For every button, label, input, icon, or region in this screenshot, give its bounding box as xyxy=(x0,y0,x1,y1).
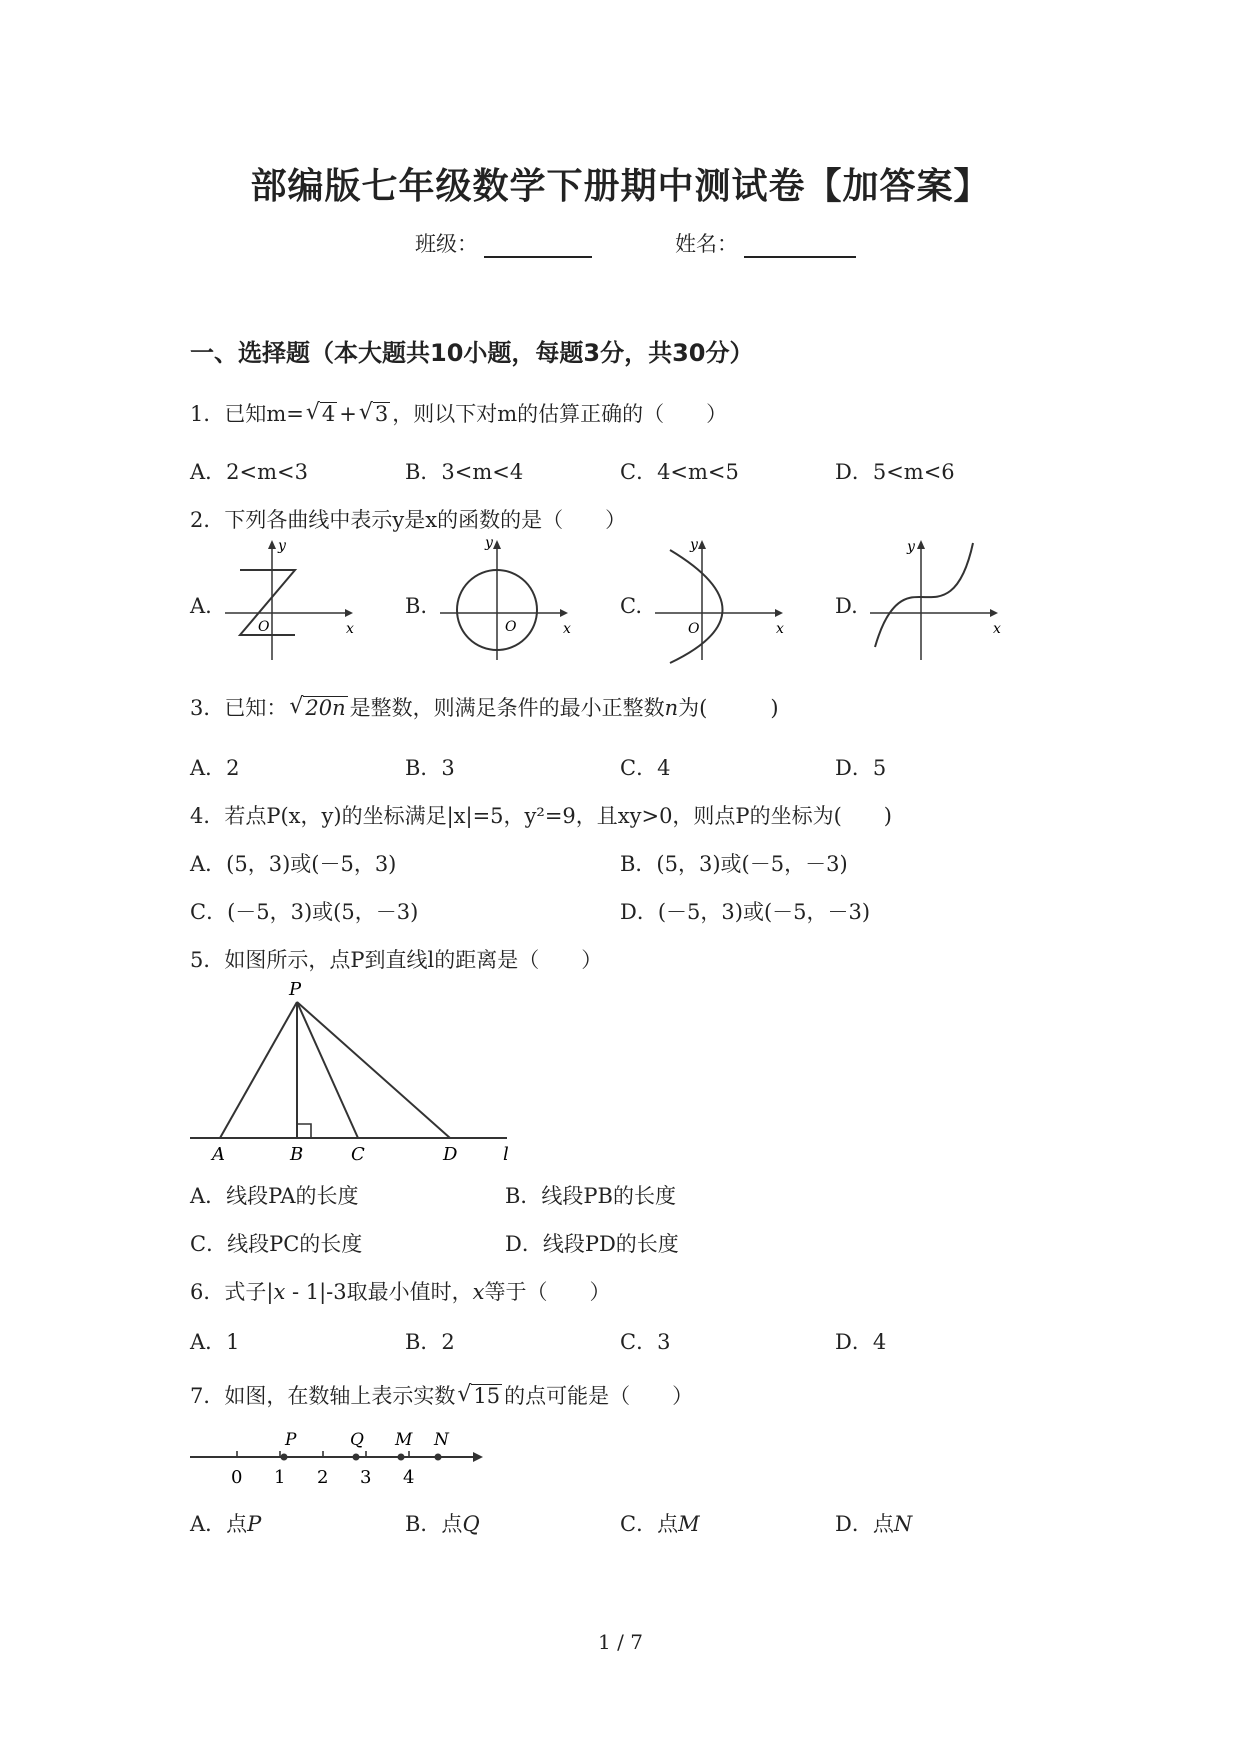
question-3 xyxy=(190,692,779,722)
name-field xyxy=(675,228,856,258)
q4-option-d: D．(－5，3)或(－5，－3) xyxy=(620,900,871,924)
q6-var2: x xyxy=(472,1280,485,1304)
q1-plus: + xyxy=(339,402,357,426)
class-label: 班级： xyxy=(415,232,478,256)
point-N-dot xyxy=(435,1454,442,1461)
question-7 xyxy=(190,1380,693,1410)
q7-option-c xyxy=(620,1508,700,1538)
section-heading: 一、选择题（本大题共10小题，每题3分，共30分） xyxy=(190,339,754,367)
q7-option-a xyxy=(190,1508,261,1538)
label-N: N xyxy=(434,1430,449,1450)
question-2: 2．下列各曲线中表示y是x的函数的是（ ） xyxy=(190,508,627,532)
q5-option-a: A．线段PA的长度 xyxy=(190,1184,359,1208)
sqrt-3-arg: 3 xyxy=(374,402,389,426)
sqrt-15-arg: 15 xyxy=(473,1384,501,1408)
q3-option-d: D．5 xyxy=(835,756,887,780)
q4-option-a: A．(5，3)或(－5，3) xyxy=(190,852,397,876)
graph-c-x: x xyxy=(776,621,784,637)
point-B: B xyxy=(290,1144,304,1165)
point-P: P xyxy=(289,979,302,1000)
question-5: 5．如图所示，点P到直线l的距离是（ ） xyxy=(190,948,603,972)
name-blank[interactable] xyxy=(744,236,856,258)
sqrt-20n-arg: 20n xyxy=(305,696,346,720)
q1-stem-post: ，则以下对m的估算正确的（ ） xyxy=(392,402,728,426)
number-line xyxy=(185,1425,495,1495)
q4-option-b: B．(5，3)或(－5，－3) xyxy=(620,852,848,876)
graph-b-origin: O xyxy=(505,619,517,635)
q7-option-a-var: P xyxy=(247,1512,262,1536)
tick-0: 0 xyxy=(231,1467,243,1488)
q7-option-b-prefix: B．点 xyxy=(405,1512,463,1536)
q6-option-a: A．1 xyxy=(190,1330,240,1354)
point-D: D xyxy=(443,1144,458,1165)
graph-d-y: y xyxy=(907,539,915,555)
sqrt-4: √ 4 xyxy=(305,400,336,426)
q7-option-c-var: M xyxy=(678,1512,700,1536)
label-Q: Q xyxy=(350,1430,364,1450)
tick-1: 1 xyxy=(274,1467,286,1488)
sqrt-15: √ 15 xyxy=(457,1382,501,1408)
tick-4: 4 xyxy=(403,1467,415,1488)
sqrt-3: √ 3 xyxy=(358,400,389,426)
graph-d-x: x xyxy=(993,621,1001,637)
q6-var: x xyxy=(273,1280,286,1304)
q3-stem-post: 是整数，则满足条件的最小正整数 xyxy=(349,696,665,720)
class-field xyxy=(415,228,592,258)
graph-c-y: y xyxy=(690,537,698,553)
q7-option-d-prefix: D．点 xyxy=(835,1512,894,1536)
q5-option-d: D．线段PD的长度 xyxy=(505,1232,679,1256)
point-C: C xyxy=(351,1144,365,1165)
q6-option-c: C．3 xyxy=(620,1330,671,1354)
q6-stem-post2: 等于（ ） xyxy=(484,1280,611,1304)
graph-d xyxy=(865,535,1005,665)
graph-a-x: x xyxy=(346,621,354,637)
q6-option-b: B．2 xyxy=(405,1330,455,1354)
point-Q-dot xyxy=(353,1454,360,1461)
graph-c xyxy=(650,535,790,665)
q7-option-b-var: Q xyxy=(462,1512,480,1536)
tick-3: 3 xyxy=(360,1467,372,1488)
q2-label-c: C. xyxy=(620,594,642,618)
graph-a xyxy=(220,535,360,665)
q7-option-d-var: N xyxy=(893,1512,913,1536)
q4-option-c: C．(－5，3)或(5，－3) xyxy=(190,900,419,924)
q1-option-d: D．5<m<6 xyxy=(835,460,955,484)
graph-a-origin: O xyxy=(258,619,270,635)
point-P-dot xyxy=(281,1454,288,1461)
q6-stem-post: - 1|-3取最小值时， xyxy=(285,1280,473,1304)
q3-option-a: A．2 xyxy=(190,756,240,780)
page-title: 部编版七年级数学下册期中测试卷【加答案】 xyxy=(250,166,991,207)
point-M-dot xyxy=(398,1454,405,1461)
question-1 xyxy=(190,398,727,428)
graph-b xyxy=(435,535,575,665)
q1-stem-pre: 1．已知m= xyxy=(190,402,304,426)
q7-option-d xyxy=(835,1508,912,1538)
point-A: A xyxy=(212,1144,225,1165)
q6-option-d: D．4 xyxy=(835,1330,887,1354)
page-number: 1 / 7 xyxy=(598,1630,643,1654)
q3-stem-post2: 为( ) xyxy=(678,696,779,720)
q1-option-a: A．2<m<3 xyxy=(190,460,308,484)
line-l-label: l xyxy=(503,1144,509,1165)
label-M: M xyxy=(395,1430,413,1450)
q7-option-b xyxy=(405,1508,480,1538)
q3-var: n xyxy=(664,696,679,720)
question-4: 4．若点P(x，y)的坐标满足|x|=5，y²=9，且xy>0，则点P的坐标为( ) xyxy=(190,804,892,828)
q6-stem-pre: 6．式子| xyxy=(190,1280,274,1304)
graph-b-x: x xyxy=(563,621,571,637)
graph-a-y: y xyxy=(278,538,286,554)
question-6 xyxy=(190,1276,610,1306)
graph-b-y: y xyxy=(485,535,493,551)
q5-figure xyxy=(185,978,525,1168)
q5-option-b: B．线段PB的长度 xyxy=(505,1184,676,1208)
name-label: 姓名： xyxy=(675,232,738,256)
tick-2: 2 xyxy=(317,1467,329,1488)
q2-label-a: A. xyxy=(190,594,212,618)
q1-option-c: C．4<m<5 xyxy=(620,460,739,484)
q7-option-c-prefix: C．点 xyxy=(620,1512,679,1536)
q3-option-b: B．3 xyxy=(405,756,455,780)
q1-option-b: B．3<m<4 xyxy=(405,460,524,484)
q2-label-b: B. xyxy=(405,594,428,618)
q7-stem-pre: 7．如图，在数轴上表示实数 xyxy=(190,1384,456,1408)
q3-option-c: C．4 xyxy=(620,756,671,780)
label-P: P xyxy=(285,1430,297,1450)
q7-option-a-prefix: A．点 xyxy=(190,1512,248,1536)
q5-option-c: C．线段PC的长度 xyxy=(190,1232,363,1256)
class-blank[interactable] xyxy=(484,236,592,258)
sqrt-4-arg: 4 xyxy=(321,402,336,426)
sqrt-20n: √ 20n xyxy=(289,694,346,720)
q7-stem-post: 的点可能是（ ） xyxy=(504,1384,694,1408)
q2-label-d: D. xyxy=(835,594,858,618)
graph-c-origin: O xyxy=(688,621,700,637)
q3-stem-pre: 3．已知： xyxy=(190,696,288,720)
